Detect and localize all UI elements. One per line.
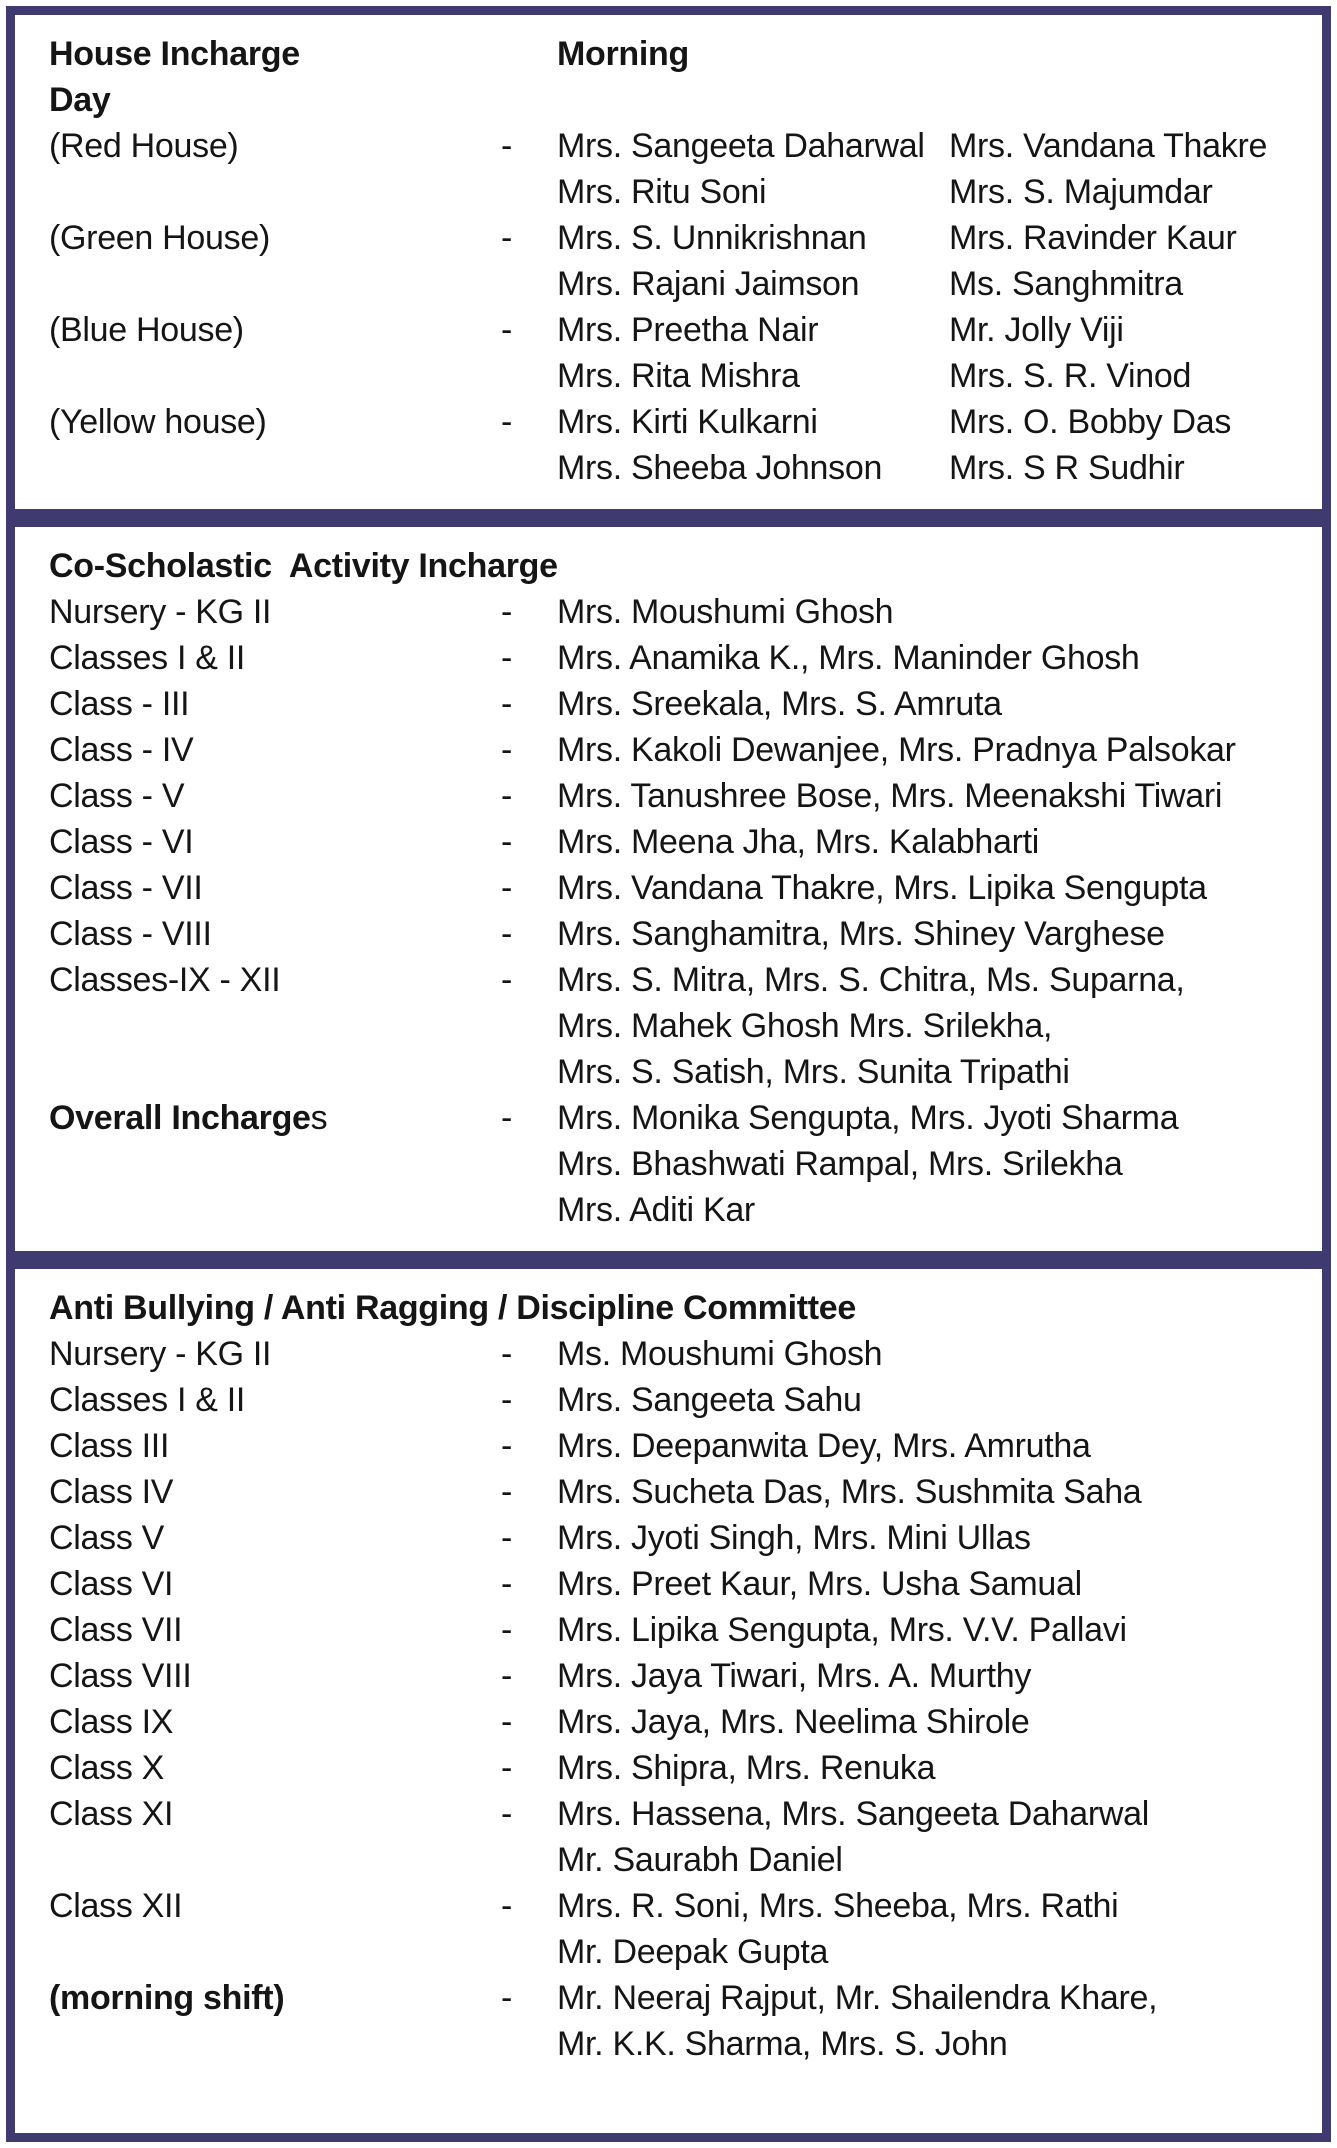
name-cell: Mrs. Preetha Nair	[557, 311, 819, 349]
row-label: Class - VII	[49, 869, 203, 907]
row-label: Nursery - KG II	[49, 593, 272, 631]
row-dash: -	[501, 1703, 513, 1741]
row-label: Class X	[49, 1749, 165, 1787]
row-dash: -	[501, 127, 513, 165]
row-names: Mrs. Deepanwita Dey, Mrs. Amrutha	[557, 1427, 1091, 1465]
table-row	[49, 2021, 1314, 2067]
section3-title: Anti Bullying / Anti Ragging / Discipline Committee	[49, 1289, 857, 1327]
row-names: Mrs. Sangeeta Sahu	[557, 1381, 862, 1419]
table-row	[49, 1423, 1314, 1469]
name-cell: Mr. Jolly Viji	[949, 311, 1124, 349]
row-label: Class VII	[49, 1611, 183, 1649]
row-names: Mrs. Vandana Thakre, Mrs. Lipika Sengupta	[557, 869, 1207, 907]
table-row	[49, 727, 1314, 773]
row-label-bold: Overall Incharge	[49, 1099, 311, 1137]
table-row	[49, 681, 1314, 727]
name-cell: Mrs. S. Majumdar	[949, 173, 1213, 211]
co-scholastic-rows	[49, 589, 1314, 1233]
row-names: Mrs. Mahek Ghosh Mrs. Srilekha,	[557, 1007, 1053, 1045]
row-dash: -	[501, 915, 513, 953]
table-row	[49, 1187, 1314, 1233]
table-row	[49, 1883, 1314, 1929]
section-house-incharge	[6, 6, 1331, 518]
table-row	[49, 1791, 1314, 1837]
row-names: Mrs. Moushumi Ghosh	[557, 593, 894, 631]
table-row	[49, 911, 1314, 957]
row-label: Class - IV	[49, 731, 194, 769]
table-row	[49, 399, 1314, 445]
row-dash: -	[501, 403, 513, 441]
row-dash: -	[501, 1979, 513, 2017]
row-names: Mr. Saurabh Daniel	[557, 1841, 843, 1879]
row-names	[557, 307, 1314, 353]
table-row	[49, 445, 1314, 491]
row-label: Class IX	[49, 1703, 174, 1741]
row-names	[557, 445, 1314, 491]
row-names: Mr. Neeraj Rajput, Mr. Shailendra Khare,	[557, 1979, 1158, 2017]
row-label: Classes I & II	[49, 1381, 246, 1419]
row-names	[557, 169, 1314, 215]
section1-header-left: House Incharge	[49, 35, 300, 73]
row-names: Mrs. S. Satish, Mrs. Sunita Tripathi	[557, 1053, 1070, 1091]
row-dash: -	[501, 731, 513, 769]
row-dash: -	[501, 1611, 513, 1649]
table-row	[49, 635, 1314, 681]
row-label: Class XI	[49, 1795, 174, 1833]
row-label: (Blue House)	[49, 311, 244, 349]
table-row	[49, 1377, 1314, 1423]
row-label: Class - III	[49, 685, 190, 723]
table-row	[49, 307, 1314, 353]
row-names	[557, 123, 1314, 169]
row-names: Mr. K.K. Sharma, Mrs. S. John	[557, 2025, 1008, 2063]
row-names	[557, 353, 1314, 399]
table-row	[49, 1607, 1314, 1653]
row-label: (Yellow house)	[49, 403, 267, 441]
row-dash: -	[501, 1519, 513, 1557]
row-names: Mrs. R. Soni, Mrs. Sheeba, Mrs. Rathi	[557, 1887, 1119, 1925]
row-names: Mrs. Monika Sengupta, Mrs. Jyoti Sharma	[557, 1099, 1179, 1137]
row-dash: -	[501, 1749, 513, 1787]
row-dash: -	[501, 219, 513, 257]
row-label: Class VIII	[49, 1657, 192, 1695]
table-row	[49, 1653, 1314, 1699]
table-row	[49, 1837, 1314, 1883]
row-dash: -	[501, 1335, 513, 1373]
name-cell: Mrs. Vandana Thakre	[949, 127, 1268, 165]
row-names: Mrs. Aditi Kar	[557, 1191, 755, 1229]
table-row	[49, 123, 1314, 169]
table-row	[49, 1745, 1314, 1791]
row-dash: -	[501, 823, 513, 861]
row-label: Class V	[49, 1519, 165, 1557]
table-row	[49, 865, 1314, 911]
row-label: Class IV	[49, 1473, 174, 1511]
name-cell: Mrs. S. R. Vinod	[949, 357, 1192, 395]
row-label: Class - V	[49, 777, 185, 815]
row-label: (morning shift)	[49, 1979, 285, 2017]
section1-header-right: Morning	[557, 35, 689, 73]
section-header-row	[49, 31, 1314, 77]
row-names: Mrs. Preet Kaur, Mrs. Usha Samual	[557, 1565, 1082, 1603]
row-names: Mrs. Meena Jha, Mrs. Kalabharti	[557, 823, 1039, 861]
name-cell: Mrs. Rita Mishra	[557, 357, 800, 395]
row-names: Mr. Deepak Gupta	[557, 1933, 829, 1971]
row-dash: -	[501, 1473, 513, 1511]
table-row	[49, 1515, 1314, 1561]
row-dash: -	[501, 869, 513, 907]
name-cell: Mrs. Kirti Kulkarni	[557, 403, 818, 441]
row-dash: -	[501, 1099, 513, 1137]
row-names: Mrs. Bhashwati Rampal, Mrs. Srilekha	[557, 1145, 1123, 1183]
section1-header-left-line2: Day	[49, 81, 111, 119]
table-row	[49, 1331, 1314, 1377]
row-label: Nursery - KG II	[49, 1335, 272, 1373]
row-names: Mrs. Sreekala, Mrs. S. Amruta	[557, 685, 1002, 723]
row-dash: -	[501, 685, 513, 723]
table-row	[49, 589, 1314, 635]
row-names: Mrs. Jyoti Singh, Mrs. Mini Ullas	[557, 1519, 1031, 1557]
row-label: Class III	[49, 1427, 170, 1465]
row-dash: -	[501, 1381, 513, 1419]
row-names: Mrs. Lipika Sengupta, Mrs. V.V. Pallavi	[557, 1611, 1127, 1649]
row-names	[557, 261, 1314, 307]
row-dash: -	[501, 311, 513, 349]
row-dash: -	[501, 1427, 513, 1465]
row-label: Class - VI	[49, 823, 194, 861]
row-label: (Green House)	[49, 219, 270, 257]
table-row	[49, 1003, 1314, 1049]
row-dash: -	[501, 1565, 513, 1603]
row-names: Mrs. Kakoli Dewanjee, Mrs. Pradnya Palsokar	[557, 731, 1236, 769]
section-co-scholastic	[6, 518, 1331, 1260]
name-cell: Mrs. Sheeba Johnson	[557, 449, 883, 487]
row-dash: -	[501, 777, 513, 815]
anti-bullying-rows	[49, 1331, 1314, 2067]
table-row	[49, 215, 1314, 261]
row-dash: -	[501, 593, 513, 631]
table-row	[49, 819, 1314, 865]
row-label: Class VI	[49, 1565, 174, 1603]
row-names: Mrs. Jaya, Mrs. Neelima Shirole	[557, 1703, 1030, 1741]
table-row	[49, 1975, 1314, 2021]
row-names: Mrs. Jaya Tiwari, Mrs. A. Murthy	[557, 1657, 1032, 1695]
section2-title: Co-Scholastic Activity Incharge	[49, 547, 558, 585]
table-row	[49, 169, 1314, 215]
name-cell: Mrs. S R Sudhir	[949, 449, 1185, 487]
section-anti-bullying	[6, 1260, 1331, 2142]
row-label: Overall Incharges	[49, 1099, 328, 1137]
row-label: Class XII	[49, 1887, 183, 1925]
table-row	[49, 1469, 1314, 1515]
row-names	[557, 215, 1314, 261]
table-row	[49, 1141, 1314, 1187]
house-incharge-rows	[49, 123, 1314, 491]
table-row	[49, 957, 1314, 1003]
name-cell: Mrs. Ritu Soni	[557, 173, 767, 211]
table-row	[49, 1699, 1314, 1745]
row-names: Mrs. Hassena, Mrs. Sangeeta Daharwal	[557, 1795, 1150, 1833]
row-names: Mrs. Sucheta Das, Mrs. Sushmita Saha	[557, 1473, 1142, 1511]
table-row	[49, 1095, 1314, 1141]
name-cell: Mrs. S. Unnikrishnan	[557, 219, 867, 257]
row-names: Mrs. Sanghamitra, Mrs. Shiney Varghese	[557, 915, 1165, 953]
name-cell: Ms. Sanghmitra	[949, 265, 1183, 303]
row-dash: -	[501, 639, 513, 677]
name-cell: Mrs. Sangeeta Daharwal	[557, 127, 925, 165]
table-row	[49, 1561, 1314, 1607]
row-label: (Red House)	[49, 127, 239, 165]
name-cell: Mrs. Rajani Jaimson	[557, 265, 860, 303]
table-row	[49, 773, 1314, 819]
row-label: Classes-IX - XII	[49, 961, 281, 999]
row-dash: -	[501, 1887, 513, 1925]
table-row	[49, 1049, 1314, 1095]
table-row	[49, 353, 1314, 399]
row-names	[557, 399, 1314, 445]
row-label: Classes I & II	[49, 639, 246, 677]
name-cell: Mrs. Ravinder Kaur	[949, 219, 1237, 257]
table-row	[49, 261, 1314, 307]
row-names: Mrs. Tanushree Bose, Mrs. Meenakshi Tiwari	[557, 777, 1223, 815]
row-names: Mrs. Anamika K., Mrs. Maninder Ghosh	[557, 639, 1140, 677]
row-names: Mrs. S. Mitra, Mrs. S. Chitra, Ms. Suparna,	[557, 961, 1185, 999]
name-cell: Mrs. O. Bobby Das	[949, 403, 1232, 441]
row-dash: -	[501, 1795, 513, 1833]
table-row	[49, 1929, 1314, 1975]
row-dash: -	[501, 961, 513, 999]
section-header-row-2	[49, 77, 1314, 123]
row-label: Class - VIII	[49, 915, 212, 953]
row-names: Mrs. Shipra, Mrs. Renuka	[557, 1749, 936, 1787]
row-names: Ms. Moushumi Ghosh	[557, 1335, 883, 1373]
row-dash: -	[501, 1657, 513, 1695]
